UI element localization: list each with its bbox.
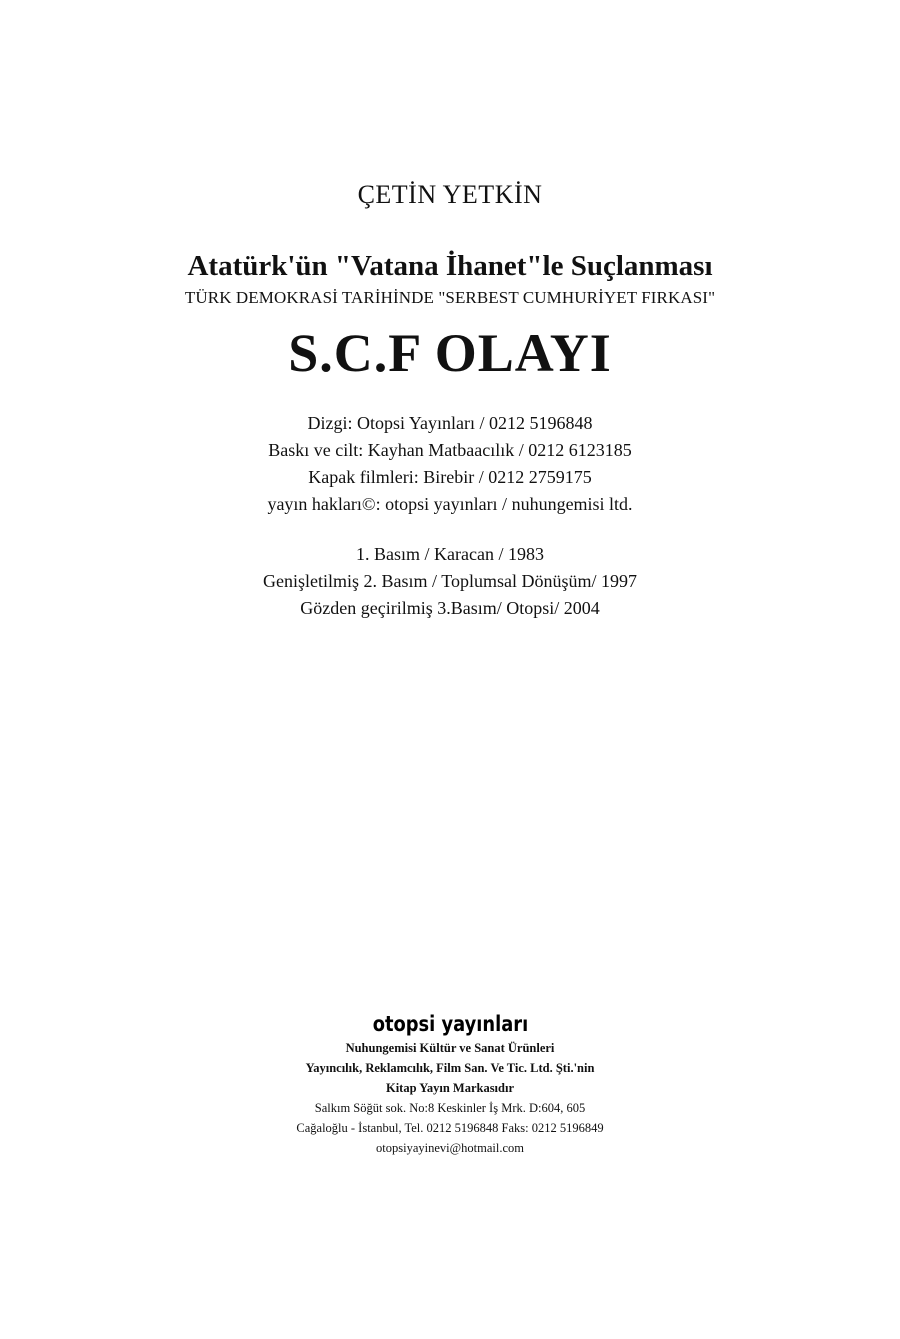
book-subtitle: TÜRK DEMOKRASİ TARİHİNDE "SERBEST CUMHURİYET FIRKASI" [184,288,716,307]
edition-history [0,541,900,622]
publisher-email: otopsiyayinevi@hotmail.com [376,1141,524,1155]
edition-third: Gözden geçirilmiş 3.Basım/ Otopsi/ 2004 [300,598,600,618]
publisher-logo: otopsi yayınları [372,1012,528,1036]
edition-first: 1. Basım / Karacan / 1983 [356,544,544,564]
credit-copyright: yayın hakları©: otopsi yayınları / nuhungemisi ltd. [267,494,633,514]
book-title: Atatürk'ün "Vatana İhanet"le Suçlanması [187,250,713,282]
publisher-info [0,1010,900,1158]
production-credits [0,410,900,518]
publisher-company: Nuhungemisi Kültür ve Sanat Ürünleri [345,1041,555,1055]
publisher-address: Salkım Söğüt sok. No:8 Keskinler İş Mrk. D:604, 605 [314,1101,586,1115]
credit-cover-films: Kapak filmleri: Birebir / 0212 2759175 [308,467,592,487]
edition-second: Genişletilmiş 2. Basım / Toplumsal Dönüşüm/ 1997 [263,571,637,591]
publisher-brand-note: Kitap Yayın Markasıdır [385,1081,515,1095]
credit-typesetting: Dizgi: Otopsi Yayınları / 0212 5196848 [307,413,593,433]
credit-printing: Baskı ve cilt: Kayhan Matbaacılık / 0212 6123185 [268,440,632,460]
author-name: ÇETİN YETKİN [357,180,543,209]
publisher-company-type: Yayıncılık, Reklamcılık, Film San. Ve Tic. Ltd. Şti.'nin [305,1061,595,1075]
publisher-phone-fax: Cağaloğlu - İstanbul, Tel. 0212 5196848 Faks: 0212 5196849 [296,1121,604,1135]
book-main-title: S.C.F OLAYI [288,323,612,383]
